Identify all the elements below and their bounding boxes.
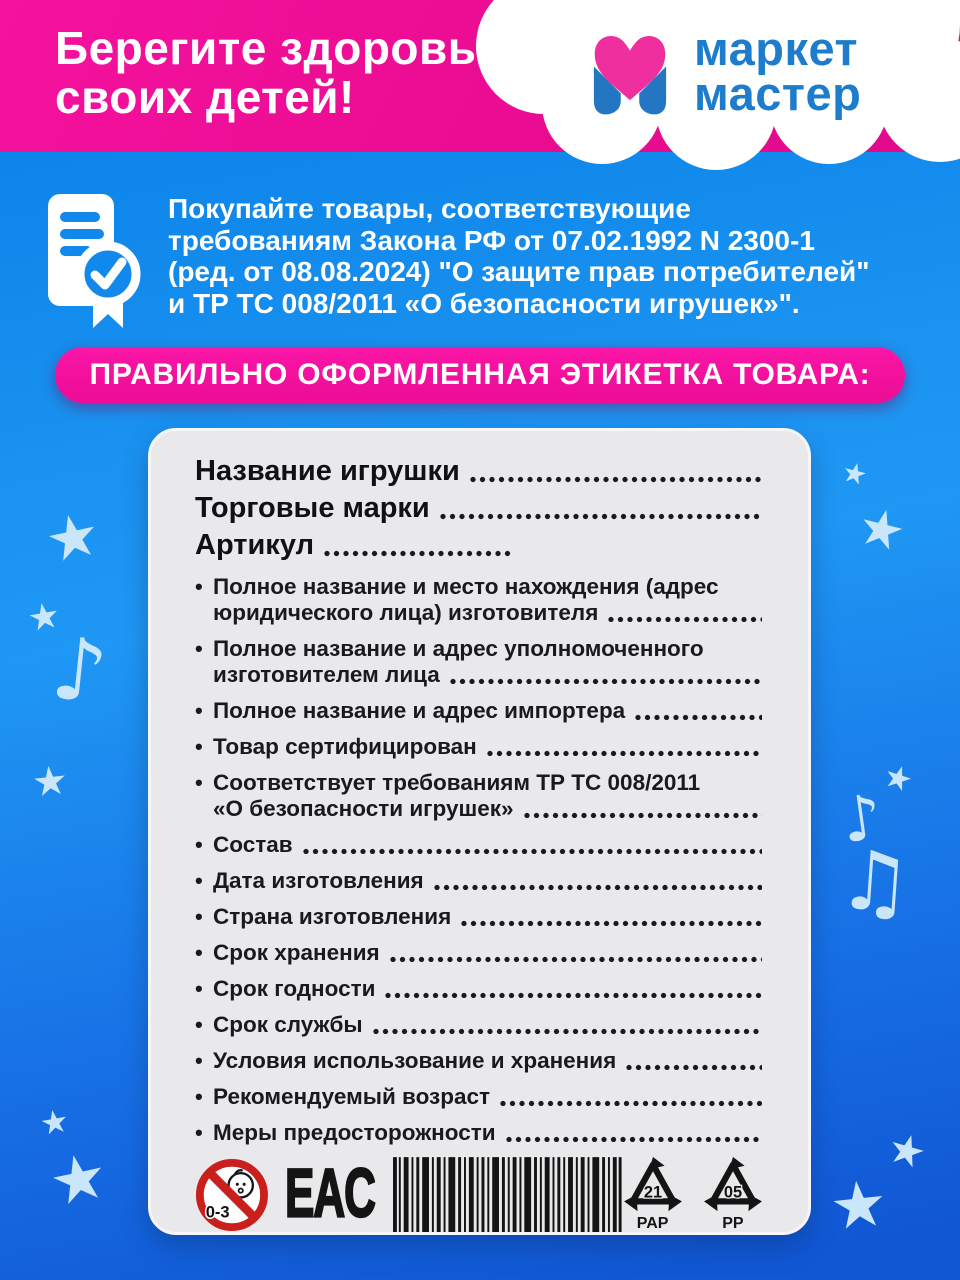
bullet-icon — [195, 976, 213, 1002]
page-title-line2: своих детей! — [55, 71, 355, 123]
marks-row — [195, 1156, 764, 1235]
intro-line: (ред. от 08.08.2024) "О защите прав потребителей" — [168, 256, 870, 287]
item-text: юридического лица) изготовителя — [213, 600, 599, 625]
recycling-21-pap-icon — [622, 1157, 684, 1233]
dotted-line — [434, 884, 762, 891]
dotted-line — [487, 750, 762, 757]
item-text: Срок хранения — [213, 940, 380, 965]
dotted-line — [470, 476, 762, 483]
list-item — [195, 574, 764, 626]
item-text: Полное название и место нахождения (адрес — [213, 574, 719, 599]
dotted-line — [440, 513, 762, 520]
list-item — [195, 1120, 764, 1146]
bullet-icon — [195, 574, 213, 626]
recycling-material: PAP — [636, 1215, 669, 1232]
item-text: Дата изготовления — [213, 868, 424, 893]
dotted-line — [635, 714, 762, 721]
recycling-material: PP — [722, 1215, 744, 1232]
dotted-line — [385, 992, 762, 999]
item-text: Срок службы — [213, 1012, 363, 1037]
item-text: Соответствует требованиям ТР ТС 008/2011 — [213, 770, 701, 795]
list-item — [195, 904, 764, 930]
star-icon — [883, 1126, 931, 1177]
brand-name-line1: маркет — [694, 22, 859, 75]
list-item — [195, 734, 764, 760]
star-icon — [44, 1143, 113, 1218]
dotted-line — [608, 616, 762, 623]
star-icon — [30, 760, 70, 804]
item-text: Состав — [213, 832, 293, 857]
item-text: Рекомендуемый возраст — [213, 1084, 491, 1109]
section-banner — [55, 347, 905, 403]
recycling-code: 05 — [723, 1183, 742, 1202]
barcode — [393, 1156, 622, 1234]
item-text: Полное название и адрес уполномоченного — [213, 636, 704, 661]
star-icon — [852, 499, 910, 561]
star-icon — [40, 503, 105, 573]
label-card — [148, 428, 811, 1235]
eac-mark: EAC — [284, 1156, 375, 1233]
bullet-icon — [195, 868, 213, 894]
star-icon — [25, 597, 63, 638]
field-label: Торговые марки — [195, 492, 430, 524]
age-warning-0-3-icon — [195, 1157, 269, 1233]
music-note-icon — [48, 625, 112, 716]
page-title-line1: Берегите здоровье — [55, 22, 503, 74]
intro-text — [168, 193, 938, 319]
item-text: Срок годности — [213, 976, 376, 1001]
item-text: изготовителем лица — [213, 662, 440, 687]
list-item — [195, 940, 764, 966]
bullet-icon — [195, 940, 213, 966]
list-item — [195, 770, 764, 822]
item-text: Меры предосторожности — [213, 1120, 496, 1145]
list-item — [195, 1048, 764, 1074]
list-item — [195, 868, 764, 894]
star-icon — [827, 1171, 891, 1241]
market-master-m-icon — [588, 26, 672, 118]
item-text: Страна изготовления — [213, 904, 452, 929]
item-text: Товар сертифицирован — [213, 734, 477, 759]
bullet-icon — [195, 770, 213, 822]
bullet-icon — [195, 698, 213, 724]
dotted-line — [324, 550, 514, 557]
list-item — [195, 1012, 764, 1038]
field-label: Артикул — [195, 529, 314, 561]
dotted-line — [373, 1028, 762, 1035]
music-note-icon — [835, 840, 914, 927]
recycling-code: 21 — [643, 1183, 662, 1202]
bullet-icon — [195, 904, 213, 930]
bullet-icon — [195, 734, 213, 760]
age-range-label: 0-3 — [205, 1202, 230, 1222]
label-field — [195, 490, 764, 527]
list-item — [195, 1084, 764, 1110]
label-items — [195, 574, 764, 1156]
item-text: Полное название и адрес импортера — [213, 698, 626, 723]
label-field — [195, 527, 764, 564]
dotted-line — [626, 1064, 762, 1071]
section-banner-label: ПРАВИЛЬНО ОФОРМЛЕННАЯ ЭТИКЕТКА ТОВАРА: — [89, 358, 871, 391]
label-field — [195, 453, 764, 490]
brand-name-line2: мастер — [694, 67, 862, 120]
list-item — [195, 636, 764, 688]
star-icon — [37, 1104, 71, 1140]
list-item — [195, 976, 764, 1002]
dotted-line — [390, 956, 762, 963]
bullet-icon — [195, 1120, 213, 1146]
list-item — [195, 832, 764, 858]
brand-name — [694, 22, 862, 120]
list-item — [195, 698, 764, 724]
intro-line: и ТР ТС 008/2011 «О безопасности игрушек»". — [168, 287, 800, 319]
dotted-line — [450, 678, 762, 685]
recycling-05-pp-icon — [702, 1157, 764, 1233]
bullet-icon — [195, 1084, 213, 1110]
dotted-line — [303, 848, 762, 855]
bullet-icon — [195, 832, 213, 858]
bullet-icon — [195, 1048, 213, 1074]
intro-line: Покупайте товары, соответствующие — [168, 193, 691, 224]
star-icon — [839, 457, 870, 490]
item-text: Условия использование и хранения — [213, 1048, 617, 1073]
dotted-line — [500, 1100, 762, 1107]
dotted-line — [524, 812, 762, 819]
intro-line: требованиям Закона РФ от 07.02.1992 N 2300-1 — [168, 224, 815, 256]
dotted-line — [506, 1136, 762, 1143]
bullet-icon — [195, 636, 213, 688]
music-note-icon — [838, 786, 886, 853]
certificate-document-icon — [44, 192, 144, 332]
item-text: «О безопасности игрушек» — [213, 796, 514, 821]
page-title — [55, 24, 503, 122]
dotted-line — [461, 920, 762, 927]
field-label: Название игрушки — [195, 455, 460, 487]
star-icon — [880, 758, 917, 797]
bullet-icon — [195, 1012, 213, 1038]
